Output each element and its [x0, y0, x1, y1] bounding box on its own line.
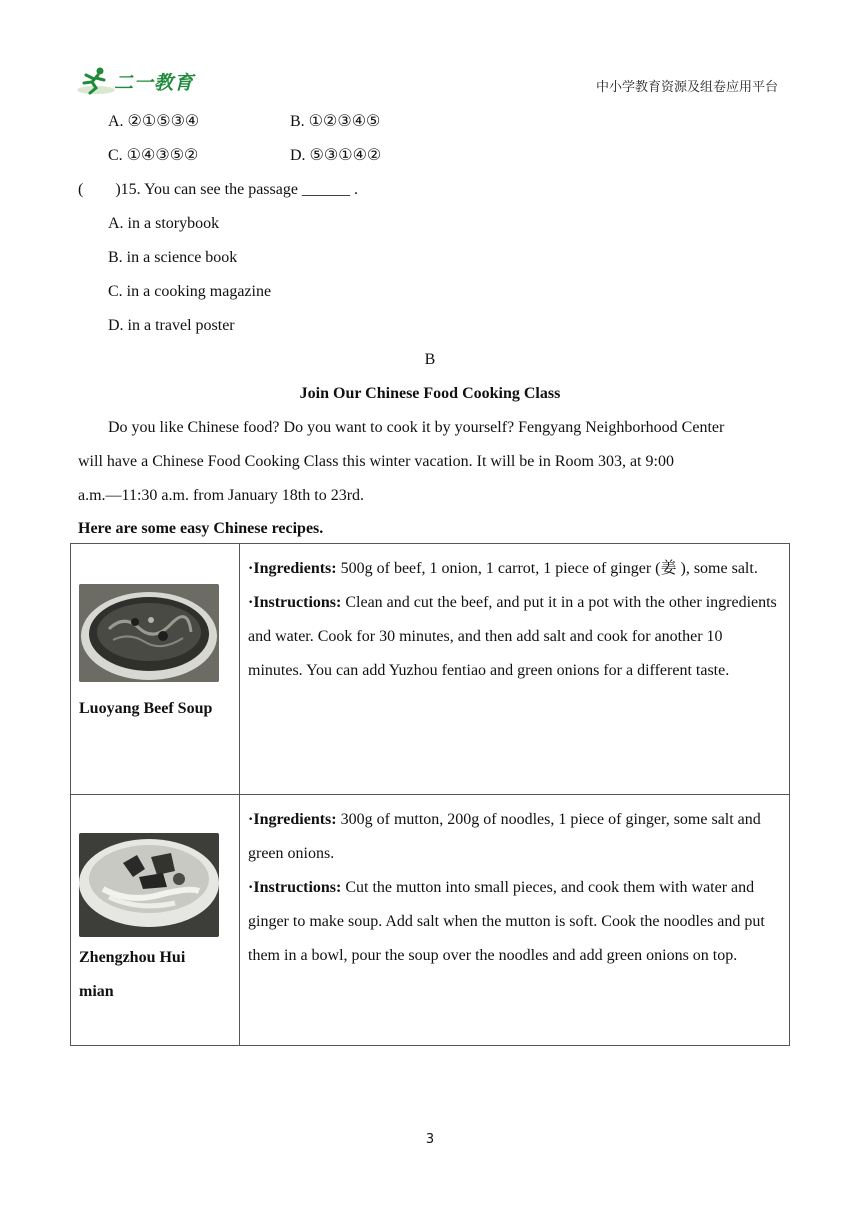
logo-text: 二一教育	[114, 72, 195, 94]
q15-option-d: D. in a travel poster	[108, 317, 235, 334]
table-row	[71, 795, 790, 1046]
intro-line-1: Do you like Chinese food? Do you want to cook it by yourself? Fengyang Neighborhood Center	[108, 419, 725, 436]
table-row	[71, 544, 790, 795]
ingredients-label: ·Ingredients:	[248, 811, 337, 828]
q15-option-a: A. in a storybook	[108, 215, 220, 232]
q15-option-b: B. in a science book	[108, 249, 238, 266]
page-number: 3	[425, 1132, 435, 1147]
passage-title: Join Our Chinese Food Cooking Class	[299, 385, 561, 402]
recipes-heading: Here are some easy Chinese recipes.	[78, 520, 324, 537]
recipe-details-cell	[240, 795, 790, 1046]
ingredients-list: 500g of beef, 1 onion, 1 carrot, 1 piece of ginger (姜 ), some salt.	[336, 560, 758, 577]
recipe-name: Zhengzhou Hui mian	[79, 949, 186, 1000]
q14-option-c: C. ①④③⑤②	[108, 147, 199, 164]
instructions-body: Clean and cut the beef, and put it in a pot with the other ingredients and water. Cook for 30 minutes, and then add salt and cook for another 10 minutes. You can add Yuzhou fentiao and green onions for a different taste.	[248, 594, 777, 679]
recipe-details-cell	[240, 544, 790, 795]
intro-line-3: a.m.—11:30 a.m. from January 18th to 23rd.	[78, 487, 365, 504]
beef-soup-photo	[79, 584, 219, 682]
recipes-table	[70, 543, 790, 1046]
recipe-name-cell	[71, 544, 240, 795]
intro-line-2: will have a Chinese Food Cooking Class this winter vacation. It will be in Room 303, at 9:00	[78, 453, 674, 470]
instructions-text	[248, 586, 779, 688]
ingredients-text	[248, 803, 779, 871]
ingredients-text	[248, 552, 779, 586]
ingredients-label: ·Ingredients:	[248, 560, 337, 577]
q15-stem: ( )15. You can see the passage ______ .	[78, 181, 358, 198]
hui-mian-photo	[79, 833, 219, 937]
instructions-label: ·Instructions:	[248, 879, 342, 896]
section-letter: B	[424, 351, 436, 368]
q14-option-b: B. ①②③④⑤	[290, 113, 381, 130]
recipe-name: Luoyang Beef Soup	[79, 700, 213, 717]
instructions-label: ·Instructions:	[248, 594, 342, 611]
q15-option-c: C. in a cooking magazine	[108, 283, 272, 300]
q14-option-a: A. ②①⑤③④	[108, 113, 200, 130]
recipe-name-cell	[71, 795, 240, 1046]
ingredients-list: 300g of mutton, 200g of noodles, 1 piece of ginger, some salt and green onions.	[248, 811, 761, 862]
instructions-text	[248, 871, 779, 973]
instructions-body: Cut the mutton into small pieces, and cook them with water and ginger to make soup. Add salt when the mutton is soft. Cook the noodles and put them in a bowl, pour the soup over the noodles and add green onions on top.	[248, 879, 765, 964]
platform-name: 中小学教育资源及组卷应用平台	[595, 80, 778, 95]
q14-option-d: D. ⑤③①④②	[290, 147, 382, 164]
runner-logo-icon	[76, 66, 116, 96]
logo	[76, 66, 200, 96]
